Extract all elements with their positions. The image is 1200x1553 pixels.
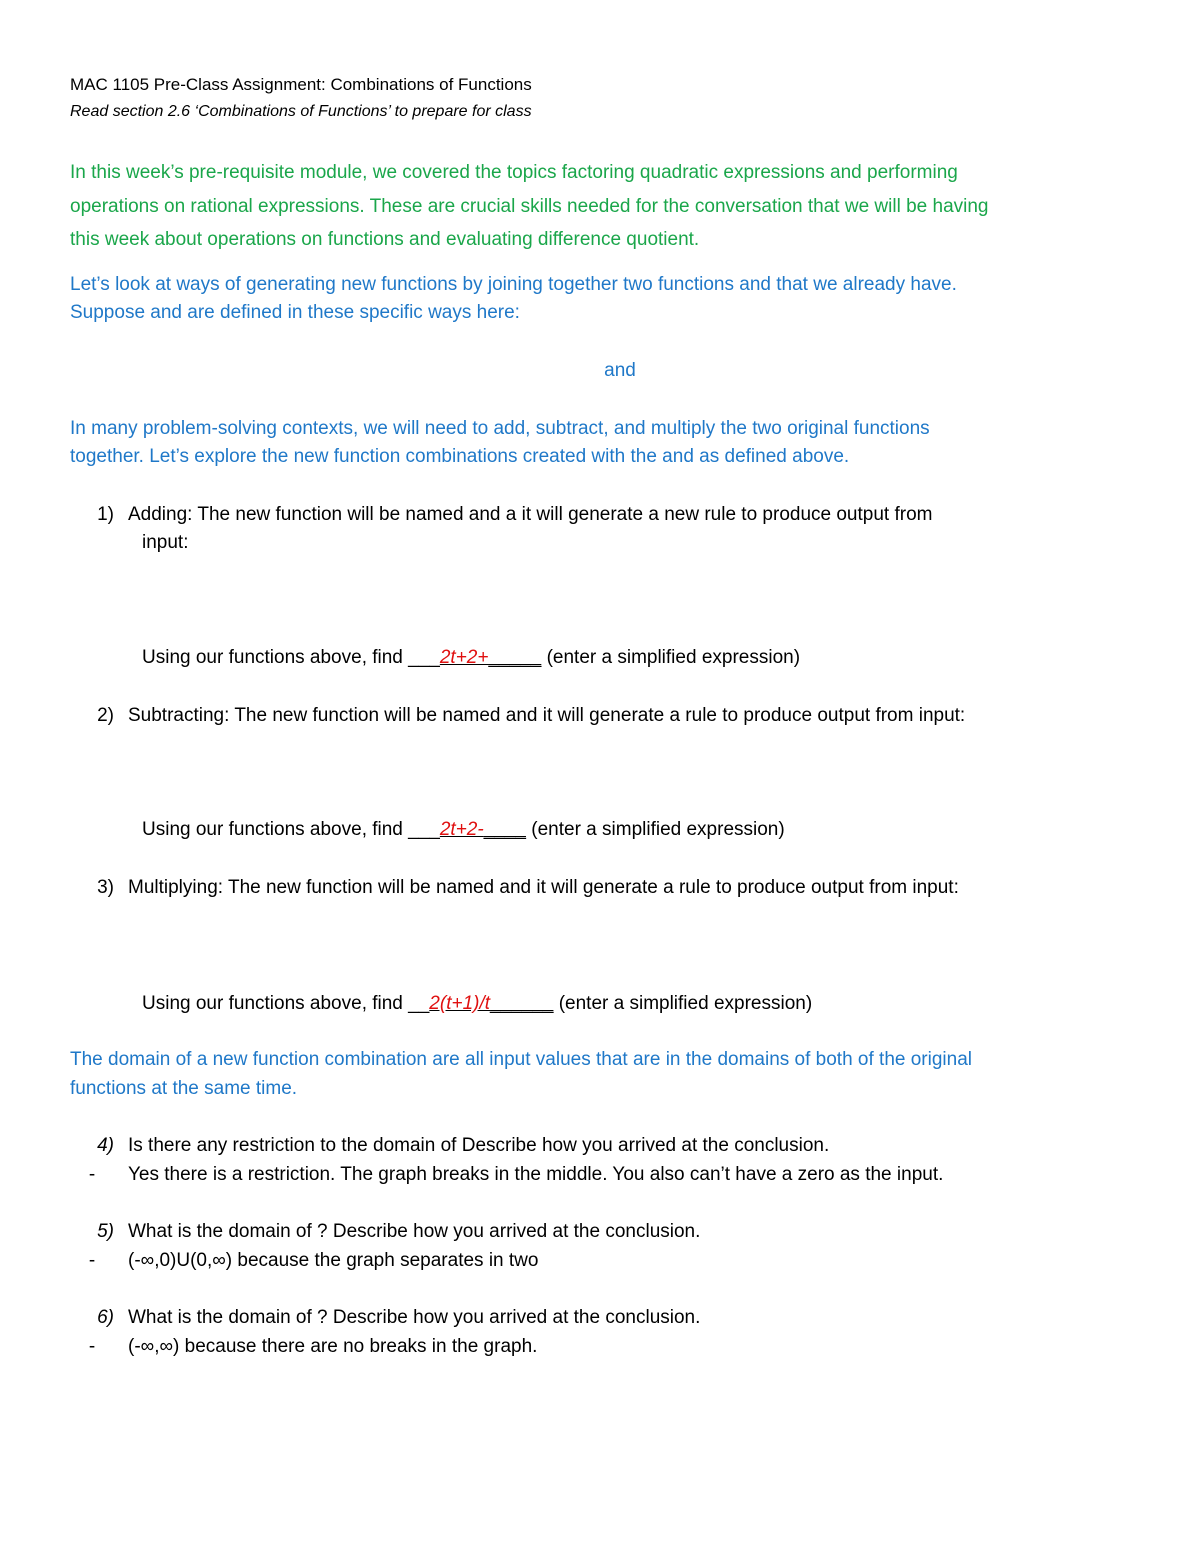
q2-find-prefix: Using our functions above, find ___	[142, 819, 440, 840]
q1-line-2: input:	[142, 532, 189, 553]
q4-answer	[70, 1162, 943, 1188]
q3-answer: 2(t+1)/t	[429, 993, 491, 1014]
q5-question-text: What is the domain of ? Describe how you arrived at the conclusion.	[128, 1221, 701, 1242]
q1-find	[142, 645, 800, 671]
q2-find	[142, 817, 785, 843]
q1-blank: _____	[488, 647, 542, 668]
q6-dash: -	[88, 1336, 96, 1357]
q4-number: 4)	[97, 1135, 114, 1156]
domain-note-line-1: The domain of a new function combination are all input values that are in the domains of both of the original	[70, 1049, 972, 1070]
contexts-line-1: In many problem-solving contexts, we will need to add, subtract, and multiply the two original functions	[70, 418, 930, 439]
q6-number: 6)	[97, 1307, 114, 1328]
q5-question	[70, 1219, 700, 1245]
lets-look-line-2: Suppose and are defined in these specific ways here:	[70, 302, 520, 323]
q3-find-prefix: Using our functions above, find __	[142, 993, 430, 1014]
q1-line-1: Adding: The new function will be named and a it will generate a new rule to produce output from	[128, 504, 933, 525]
page-title: MAC 1105 Pre-Class Assignment: Combinations of Functions	[70, 75, 532, 94]
q4-answer-text: Yes there is a restriction. The graph breaks in the middle. You also can’t have a zero as the input.	[128, 1164, 944, 1185]
q3-line-1: Multiplying: The new function will be named and it will generate a rule to produce output from input:	[128, 877, 959, 898]
contexts-line-2: together. Let’s explore the new function combinations created with the and as defined above.	[70, 446, 850, 467]
q1-find-suffix: (enter a simplified expression)	[541, 647, 801, 668]
q2-number: 2)	[97, 705, 114, 726]
q5-dash: -	[88, 1250, 96, 1271]
intro-line-3: this week about operations on functions and evaluating difference quotient.	[70, 229, 700, 250]
q5-answer-text: (-∞,0)U(0,∞) because the graph separates in two	[128, 1250, 539, 1271]
q3-find-suffix: (enter a simplified expression)	[553, 993, 813, 1014]
q1-text	[70, 502, 932, 528]
page-subtitle: Read section 2.6 ‘Combinations of Functions’ to prepare for class	[70, 103, 532, 120]
q6-answer	[70, 1334, 537, 1360]
q5-answer	[70, 1248, 538, 1274]
lets-look-line-1: Let’s look at ways of generating new functions by joining together two functions and that we already have.	[70, 274, 957, 295]
q3-find	[142, 991, 812, 1017]
and-connector: and	[604, 360, 636, 381]
q3-number: 3)	[97, 877, 114, 898]
q4-question	[70, 1133, 829, 1159]
q6-question	[70, 1305, 700, 1331]
q3-blank: ______	[490, 993, 554, 1014]
intro-line-1: In this week’s pre-requisite module, we covered the topics factoring quadratic expressions and performing	[70, 162, 958, 183]
q1-number: 1)	[97, 504, 114, 525]
q1-answer: 2t+2+	[439, 647, 489, 668]
q4-question-text: Is there any restriction to the domain of Describe how you arrived at the conclusion.	[128, 1135, 830, 1156]
q2-text	[70, 703, 965, 729]
q2-find-suffix: (enter a simplified expression)	[525, 819, 785, 840]
q2-blank: ____	[483, 819, 526, 840]
q5-number: 5)	[97, 1221, 114, 1242]
q6-question-text: What is the domain of ? Describe how you arrived at the conclusion.	[128, 1307, 701, 1328]
intro-line-2: operations on rational expressions. These are crucial skills needed for the conversation that we will be having	[70, 196, 989, 217]
q1-find-prefix: Using our functions above, find ___	[142, 647, 440, 668]
domain-note-line-2: functions at the same time.	[70, 1078, 298, 1099]
q4-dash: -	[88, 1164, 96, 1185]
q3-text	[70, 875, 959, 901]
q2-answer: 2t+2-	[439, 819, 484, 840]
q6-answer-text: (-∞,∞) because there are no breaks in the graph.	[128, 1336, 538, 1357]
q2-line-1: Subtracting: The new function will be named and it will generate a rule to produce output from input:	[128, 705, 966, 726]
